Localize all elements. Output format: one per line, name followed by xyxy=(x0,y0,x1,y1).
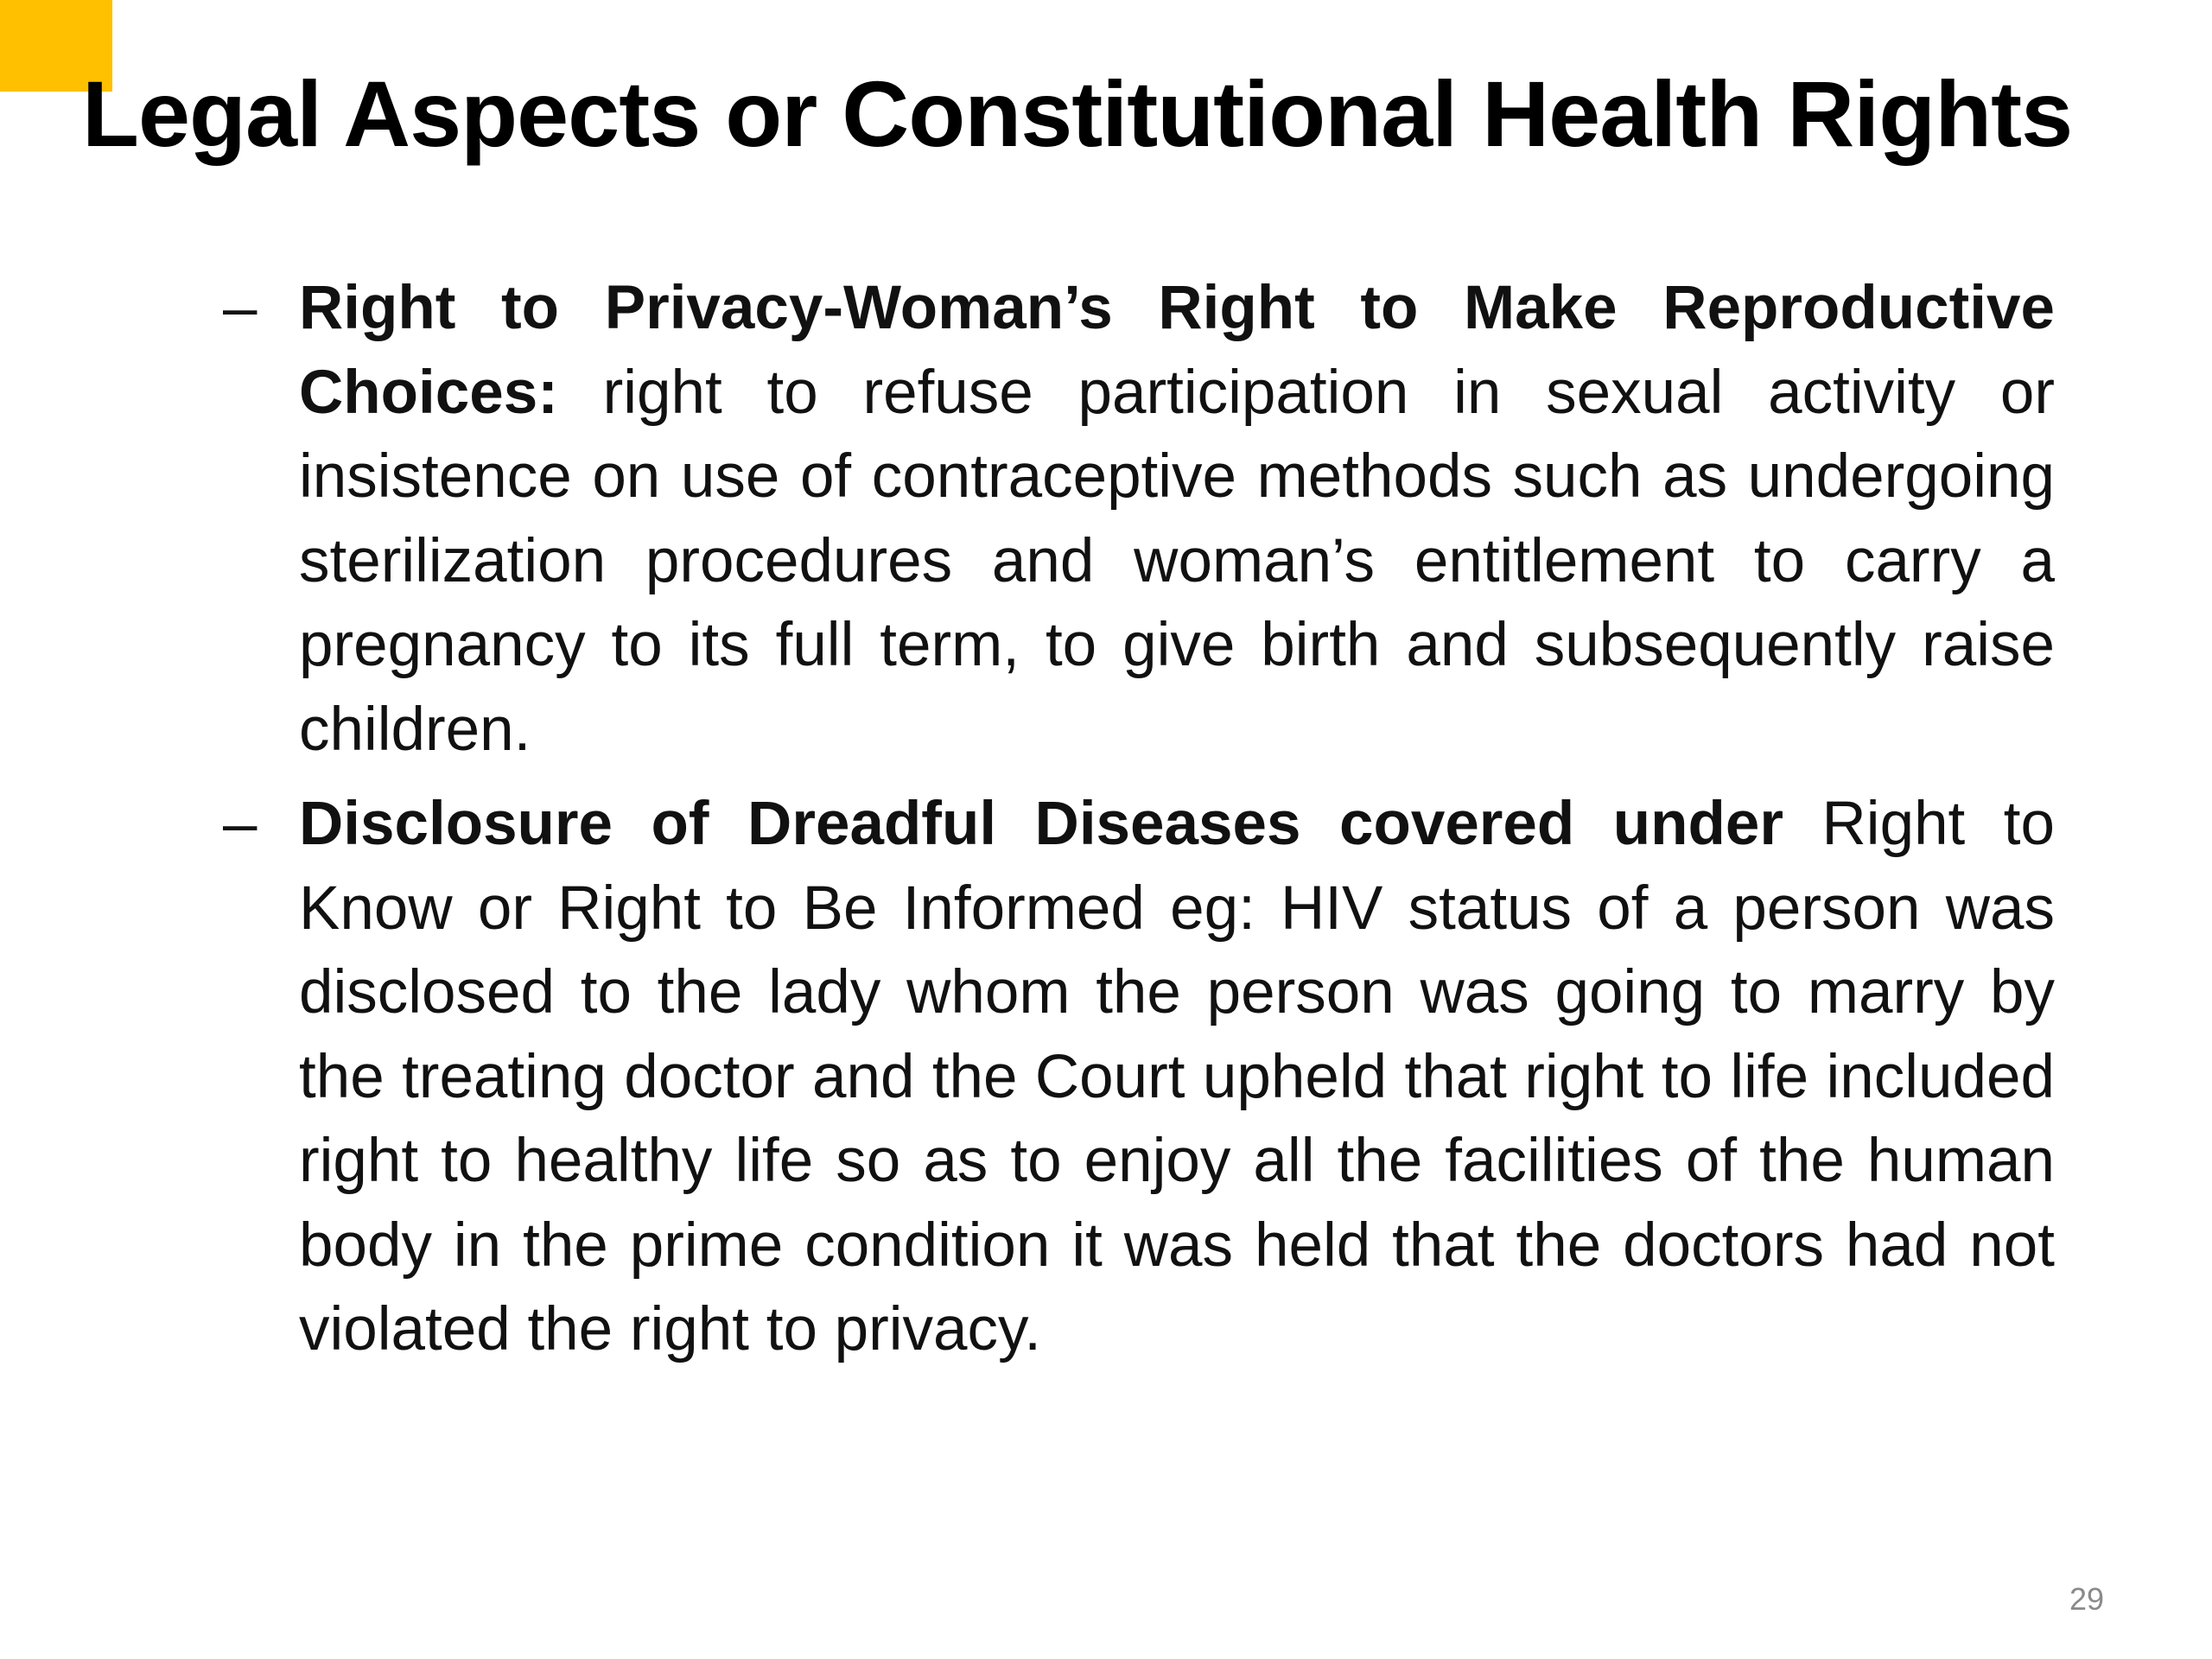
bullet-body: Right to Know or Right to Be Informed eg: HIV status of a person was disclosed to the lady whom the person was going to marry by the treating doctor and the Court upheld that right to life included right to healthy life so as to enjoy all the facilities of the human body in the prime condition it was held that the doctors had not violated the right to privacy. xyxy=(299,790,2055,1363)
bullet-list xyxy=(223,266,2055,1382)
bullet-heading: Right to Privacy-Woman’s Right to Make Reproductive Choices: xyxy=(299,274,2055,427)
bullet-item-reproductive-choices xyxy=(223,266,2055,772)
bullet-body: right to refuse participation in sexual activity or insistence on use of contraceptive methods such as undergoing sterilization procedures and woman’s entitlement to carry a pregnancy to its full term, to give birth and subsequently raise children. xyxy=(299,358,2055,764)
bullet-dash: – xyxy=(223,790,257,858)
bullet-item-disclosure-diseases xyxy=(223,782,2055,1372)
slide-title: Legal Aspects or Constitutional Health Rights xyxy=(82,61,2073,166)
bullet-heading: Disclosure of Dreadful Diseases covered under xyxy=(299,790,1784,858)
bullet-dash: – xyxy=(223,274,257,342)
page-number: 29 xyxy=(2069,1581,2104,1617)
